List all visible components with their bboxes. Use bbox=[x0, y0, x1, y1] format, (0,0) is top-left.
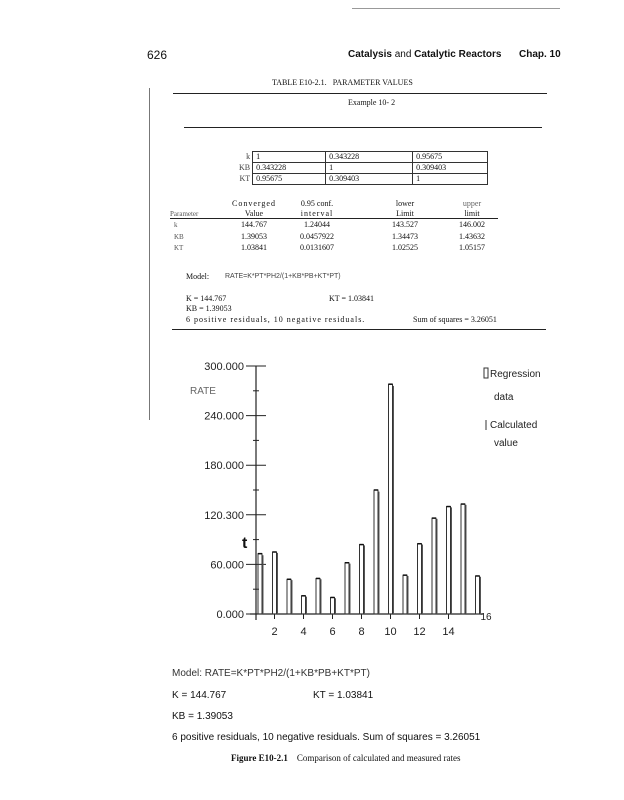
col-header: lower bbox=[395, 199, 415, 208]
x-tick-label: 4 bbox=[300, 626, 307, 638]
regression-bar bbox=[447, 507, 451, 614]
param-interval: 0.0457922 bbox=[300, 232, 334, 241]
x-tick-label: 6 bbox=[329, 626, 336, 638]
param-name: KT bbox=[174, 244, 184, 252]
col-header: interval bbox=[300, 209, 334, 218]
legend-calculated-label-2: value bbox=[494, 438, 518, 449]
regression-bar bbox=[302, 596, 306, 614]
col-header: Converged bbox=[232, 199, 276, 208]
regression-bar bbox=[316, 578, 320, 614]
param-interval: 1.24044 bbox=[304, 220, 330, 229]
running-title: Catalysis and Catalytic Reactors bbox=[348, 49, 502, 60]
model-label: Model: bbox=[186, 272, 210, 281]
regression-bar bbox=[476, 576, 480, 614]
regression-bar bbox=[345, 563, 349, 614]
regression-bar bbox=[360, 545, 364, 614]
x-tick-label: 12 bbox=[413, 626, 426, 638]
y-tick-label: 300.000 bbox=[204, 361, 244, 373]
legend-regression-label-2: data bbox=[494, 392, 514, 403]
col-header: upper bbox=[462, 199, 482, 208]
y-tick-label: 180.000 bbox=[204, 460, 244, 473]
param-name: KB bbox=[174, 233, 184, 241]
col-header: 0.95 conf. bbox=[300, 199, 334, 208]
y-tick-label: 0.000 bbox=[216, 609, 244, 621]
legend-calculated-label: Calculated bbox=[490, 420, 538, 431]
param-value: 144.767 bbox=[241, 220, 267, 229]
chapter-label: Chap. 10 bbox=[519, 49, 561, 60]
table-title: TABLE E10-2.1. PARAMETER VALUES bbox=[272, 78, 413, 87]
x-tick-label: 2 bbox=[271, 626, 278, 638]
param-upper: 1.43632 bbox=[459, 232, 485, 241]
regression-bar bbox=[273, 552, 277, 614]
x-tick-label: 10 bbox=[384, 626, 397, 638]
kt-value: KT = 1.03841 bbox=[329, 294, 375, 303]
page-number: 626 bbox=[147, 48, 168, 62]
legend-regression-label: Regression bbox=[490, 369, 541, 380]
x-tick-label: 8 bbox=[358, 626, 365, 638]
summary-k: K = 144.767 bbox=[172, 690, 227, 701]
y-tick-label: 120.300 bbox=[204, 509, 244, 522]
regression-bar bbox=[403, 575, 407, 614]
sum-of-squares: Sum of squares = 3.26051 bbox=[413, 315, 497, 324]
k-value: K = 144.767 bbox=[186, 294, 227, 303]
col-header: limit bbox=[464, 209, 480, 218]
figure-caption: Figure E10-2.1 Comparison of calculated and measured rates bbox=[231, 753, 461, 763]
regression-bar bbox=[461, 504, 465, 614]
y-axis-label: RATE bbox=[190, 386, 216, 397]
regression-bar bbox=[432, 518, 436, 614]
stray-label: t bbox=[242, 535, 248, 552]
regression-bar bbox=[258, 554, 262, 614]
param-lower: 1.34473 bbox=[392, 232, 418, 241]
param-value: 1.03841 bbox=[241, 243, 267, 252]
param-lower: 1.02525 bbox=[392, 243, 418, 252]
param-value: 1.39053 bbox=[241, 232, 267, 241]
param-name: k bbox=[174, 221, 178, 229]
summary-residuals: 6 positive residuals, 10 negative residuals. Sum of squares = 3.26051 bbox=[172, 732, 481, 743]
y-tick-label: 240.000 bbox=[204, 410, 244, 423]
regression-bar bbox=[374, 490, 378, 614]
regression-bar bbox=[331, 597, 335, 614]
table-row: KB 0.343228 1 0.309403 bbox=[236, 163, 488, 174]
model-equation: RATE=K*PT*PH2/(1+KB*PB+KT*PT) bbox=[225, 273, 341, 280]
kb-value: KB = 1.39053 bbox=[186, 304, 232, 313]
param-lower: 143.527 bbox=[392, 220, 418, 229]
summary-kt: KT = 1.03841 bbox=[313, 690, 374, 701]
param-interval: 0.0131607 bbox=[300, 243, 334, 252]
col-header: Parameter bbox=[170, 210, 199, 218]
param-upper: 1.05157 bbox=[459, 243, 485, 252]
regression-bar bbox=[389, 384, 393, 614]
param-upper: 146.002 bbox=[459, 220, 485, 229]
regression-bar bbox=[287, 579, 291, 614]
table-row: k 1 0.343228 0.95675 bbox=[236, 152, 488, 163]
residuals-text: 6 positive residuals, 10 negative residuals. bbox=[186, 315, 366, 324]
example-label: Example 10- 2 bbox=[348, 98, 396, 107]
x-tick-label: 14 bbox=[442, 626, 455, 638]
summary-model: Model: RATE=K*PT*PH2/(1+KB*PB+KT*PT) bbox=[172, 668, 370, 679]
col-header: Value bbox=[244, 209, 264, 218]
y-tick-label: 60.000 bbox=[210, 559, 244, 572]
table-row: KT 0.95675 0.309403 1 bbox=[236, 174, 488, 185]
legend-swatch-regression bbox=[484, 368, 488, 378]
x-end-label: 16 bbox=[480, 612, 492, 623]
summary-kb: KB = 1.39053 bbox=[172, 711, 233, 722]
regression-bar bbox=[418, 544, 422, 614]
col-header: Limit bbox=[396, 209, 414, 218]
